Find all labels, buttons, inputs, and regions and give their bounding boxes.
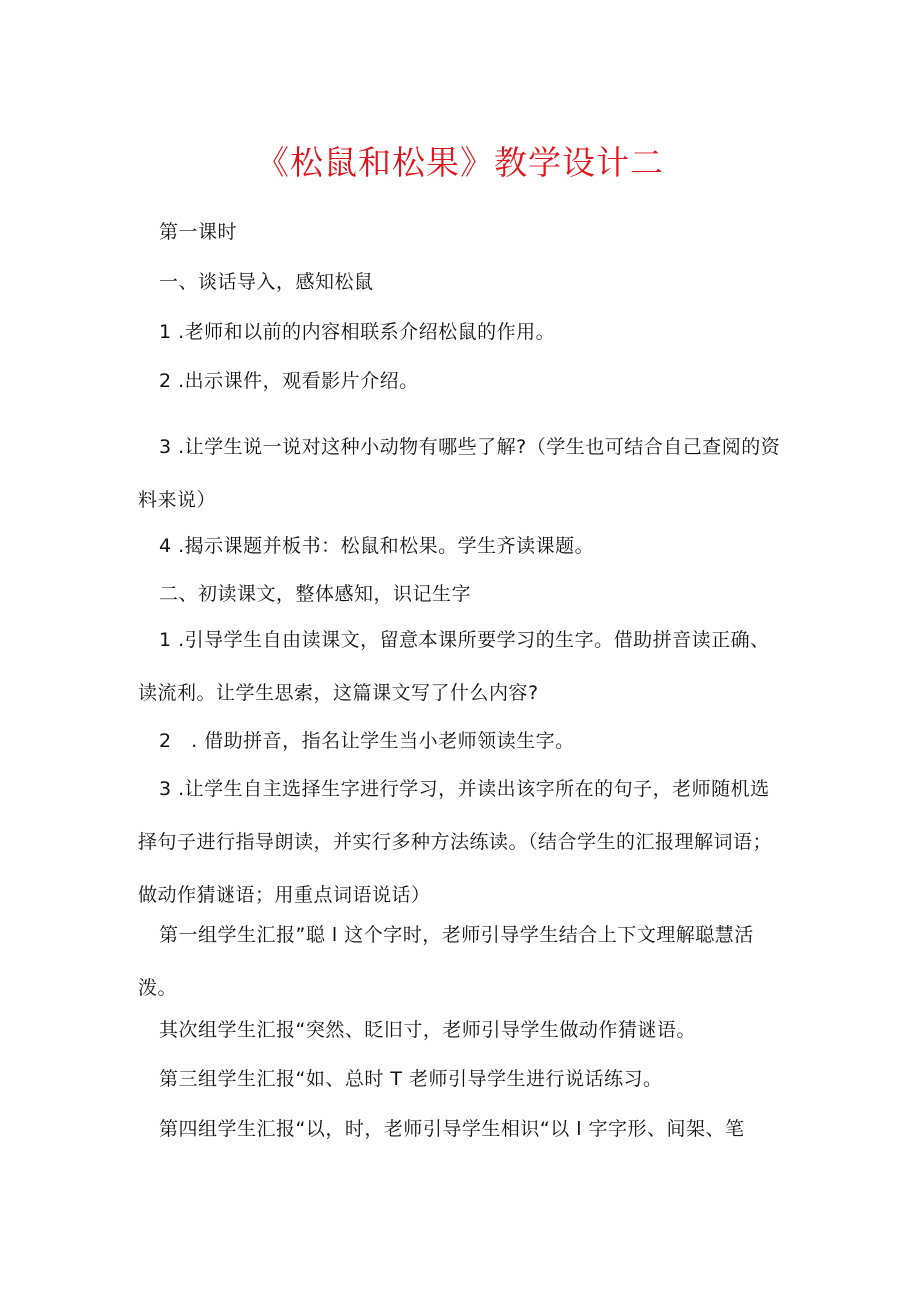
paragraph-reading-step-3: 3 .让学生自主选择生字进行学习，并读出该字所在的句子，老师随机选择句子进行指导朗读，并实行多种方法练读。（结合学生的汇报理解词语；做动作猜谜语；用重点词语说话） bbox=[138, 778, 773, 906]
paragraph-group-1: 第一组学生汇报”聪 l 这个字时，老师引导学生结合上下文理解聪慧活泼。 bbox=[138, 924, 754, 999]
paragraph-step-1: 1 .老师和以前的内容相联系介绍松鼠的作用。 bbox=[159, 321, 556, 343]
paragraph-group-2: 其次组学生汇报“突然、眨旧寸，老师引导学生做动作猜谜语。 bbox=[159, 1019, 696, 1041]
paragraph-reading-step-1: 1 .引导学生自由读课文，留意本课所要学习的生字。借助拼音读正确、读流利。让学生思索，这篇课文写了什么内容? bbox=[138, 629, 770, 704]
paragraph-section-two-heading: 二、初读课文，整体感知，识记生字 bbox=[159, 583, 472, 605]
paragraph-reading-step-2: 2 . 借助拼音，指名让学生当小老师领读生字。 bbox=[159, 730, 575, 752]
paragraph-step-2: 2 .出示课件，观看影片介绍。 bbox=[159, 370, 419, 392]
paragraph-section-one-heading: 一、谈话导入，感知松鼠 bbox=[159, 271, 374, 293]
paragraph-step-3: 3 .让学生说一说对这种小动物有哪些了解?（学生也可结合自己查阅的资料来说） bbox=[138, 436, 781, 511]
paragraph-lesson-heading: 第一课时 bbox=[159, 221, 238, 243]
paragraph-group-4: 第四组学生汇报“以，时，老师引导学生相识“以 l 字字形、间架、笔 bbox=[159, 1118, 745, 1140]
paragraph-step-4: 4 .揭示课题并板书：松鼠和松果。学生齐读课题。 bbox=[159, 535, 595, 557]
paragraph-group-3: 第三组学生汇报“如、总时 T 老师引导学生进行说话练习。 bbox=[159, 1068, 663, 1090]
page-title: 《松鼠和松果》教学设计二 bbox=[256, 143, 664, 182]
